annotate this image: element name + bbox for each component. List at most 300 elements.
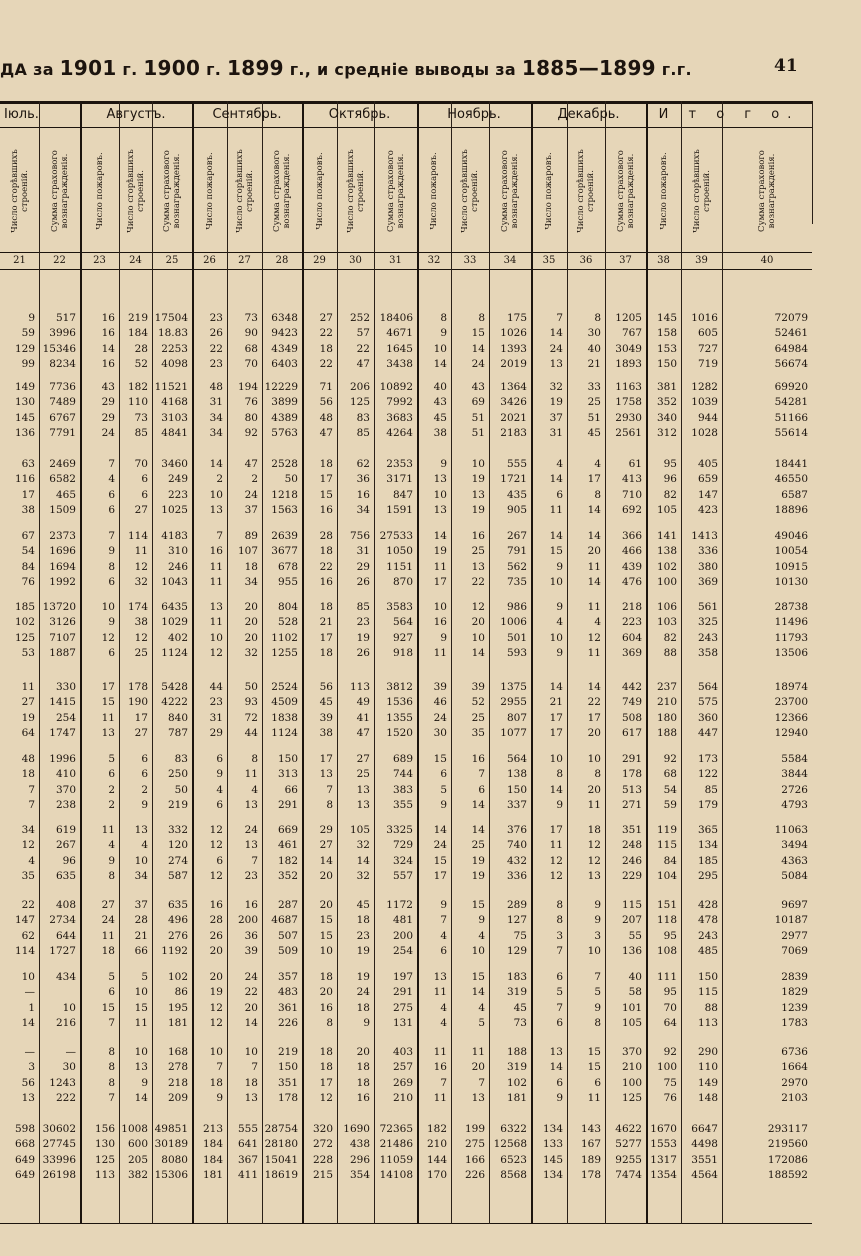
table-cell: 4 [440,1017,447,1030]
table-cell: 70 [134,458,148,470]
table-cell: 12 [209,824,223,836]
table-cell: 18 [101,945,115,958]
table-cell: 10 [587,753,601,765]
table-cell: 8 [594,1017,601,1030]
table-cell: 15 [101,696,115,709]
table-cell: 11 [433,1092,447,1105]
table-cell: 6 [108,504,115,517]
table-cell: 114 [127,530,148,542]
table-cell: 8 [594,312,601,324]
table-cell: 125 [349,396,370,409]
table-cell: 337 [506,799,527,812]
table-cell: 11 [21,681,35,693]
table-cell: 2561 [615,427,642,440]
table-cell: 20 [587,783,601,796]
table-cell: 40 [587,342,601,355]
table-cell: 290 [697,1046,718,1058]
table-cell: 274 [167,854,188,867]
table-cell: 6 [141,753,148,765]
table-cell: 5763 [271,427,298,440]
table-cell: 16 [244,899,258,911]
table-cell: 102 [656,560,677,573]
table-cell: 1509 [49,504,76,517]
table-cell: 481 [392,914,413,927]
table-cell: 6 [108,488,115,501]
table-row [0,411,861,426]
table-cell: 8 [556,768,563,781]
table-row [0,503,861,518]
table-cell: 48 [21,753,35,765]
table-row [0,898,861,913]
table-cell: 115 [656,839,677,852]
table-cell: 24 [101,914,115,927]
table-cell: 246 [167,560,188,573]
table-cell: 272 [312,1138,333,1151]
table-cell: 32 [356,870,370,883]
column-number: 24 [129,255,142,266]
table-cell: 181 [202,1169,223,1182]
column-heading-30 [337,134,374,248]
table-cell: 1758 [615,396,642,409]
column-heading-28 [262,134,302,248]
table-cell: 34 [209,427,223,440]
table-cell: 678 [277,560,298,573]
table-cell: 366 [621,530,642,542]
table-cell: 275 [392,1001,413,1014]
table-cell: 248 [621,839,642,852]
table-cell: 4 [28,854,35,867]
table-cell: 1536 [386,696,413,709]
table-cell: 84 [663,854,677,867]
table-cell: 141 [656,530,677,542]
table-cell: 320 [312,1123,333,1135]
table-row [0,426,861,441]
table-cell: 101 [621,1001,642,1014]
table-cell: 2183 [500,427,527,440]
table-row [0,600,861,615]
table-cell: 15 [587,1046,601,1058]
table-cell: 24 [433,839,447,852]
table-cell: 324 [392,854,413,867]
table-cell: 11 [209,576,223,589]
table-cell: 564 [697,681,718,693]
table-cell: 118 [656,914,677,927]
table-cell: 19 [471,504,485,517]
table-cell: 82 [663,488,677,501]
table-cell: 26 [209,327,223,340]
table-cell: 16 [356,1092,370,1105]
table-cell: 12568 [493,1138,527,1151]
table-cell: 332 [167,824,188,836]
table-cell: 10 [433,601,447,613]
table-row [0,985,861,1000]
table-cell: 15306 [154,1169,188,1182]
table-cell: 70 [244,358,258,371]
table-cell: 22 [319,358,333,371]
table-cell: 17 [319,473,333,486]
table-cell: 517 [55,312,76,324]
column-number: 34 [503,255,517,266]
table-cell: 4168 [161,396,188,409]
table-cell: 3426 [500,396,527,409]
table-cell: 10 [209,1046,223,1058]
table-row [0,615,861,630]
table-cell: 3812 [386,681,413,693]
table-cell: 15346 [42,342,76,355]
table-row [0,1045,861,1060]
table-cell: 17 [433,576,447,589]
table-cell: 182 [426,1123,447,1135]
table-cell: 45 [433,411,447,424]
table-cell: 45 [319,696,333,709]
table-cell: 4 [440,929,447,942]
table-cell: 21 [549,696,563,709]
table-cell: 2639 [271,530,298,542]
table-cell: 13 [356,799,370,812]
table-cell: 13 [134,824,148,836]
table-cell: 13 [433,473,447,486]
table-cell: 9 [440,899,447,911]
table-cell: 254 [392,945,413,958]
table-cell: 10 [134,854,148,867]
table-cell: 18 [587,824,601,836]
table-cell: 10 [101,601,115,613]
table-cell: 51 [471,411,485,424]
table-cell: 6 [556,1017,563,1030]
table-cell: 13 [471,1092,485,1105]
table-cell: 145 [14,411,35,424]
table-cell: 49046 [774,530,808,542]
table-cell: 19 [471,473,485,486]
table-cell: 26198 [42,1169,76,1182]
table-cell: 24 [244,971,258,983]
table-cell: 12 [134,631,148,644]
table-cell: 807 [506,711,527,724]
table-cell: 11 [549,839,563,852]
table-cell: 669 [277,824,298,836]
table-cell: 5 [108,753,115,765]
table-cell: 178 [621,768,642,781]
table-cell: 13 [134,1061,148,1074]
table-cell: 4564 [691,1169,718,1182]
table-cell: 104 [656,870,677,883]
column-heading-text: Число пожаровъ. [314,152,325,230]
table-cell: 9 [28,312,35,324]
table-cell: 17 [101,681,115,693]
column-heading-21 [0,134,39,248]
table-cell: 6 [108,576,115,589]
table-cell: 16 [356,488,370,501]
table-rule [0,1223,812,1224]
table-cell: 6 [216,854,223,867]
table-cell: 3494 [781,839,808,852]
table-cell: 13506 [774,647,808,660]
table-row [0,1076,861,1091]
table-cell: 63 [21,458,35,470]
table-cell: 6 [141,473,148,486]
table-cell: 15 [433,854,447,867]
table-cell: 9 [216,768,223,781]
table-cell: 105 [621,1017,642,1030]
table-cell: 4793 [781,799,808,812]
table-cell: 68 [244,342,258,355]
table-cell: 336 [697,545,718,558]
table-cell: 649 [14,1153,35,1166]
column-number: 40 [760,255,774,266]
table-cell: 15 [101,1001,115,1014]
table-cell: 119 [656,824,677,836]
column-heading-text: Число сгорѣвшихъ строеній. [460,149,480,233]
table-cell: 1124 [161,647,188,660]
table-cell: 39 [471,681,485,693]
table-cell: 45 [356,899,370,911]
table-cell: 83 [174,753,188,765]
table-cell: 7 [478,1076,485,1089]
table-row [0,869,861,884]
table-cell: 4264 [386,427,413,440]
table-cell: 593 [506,647,527,660]
table-cell: 22 [356,342,370,355]
table-cell: 8080 [161,1153,188,1166]
table-cell: 7 [556,1001,563,1014]
table-cell: 14 [587,576,601,589]
table-cell: 16 [101,327,115,340]
table-cell: 19 [21,711,35,724]
table-cell: 96 [663,473,677,486]
table-cell: 352 [277,870,298,883]
table-cell: 130 [14,396,35,409]
table-cell: 56 [319,681,333,693]
table-cell: 210 [392,1092,413,1105]
table-cell: 194 [237,381,258,393]
table-cell: 6767 [49,411,76,424]
table-cell: 4 [478,929,485,942]
table-cell: 4 [216,783,223,796]
table-cell: 23 [209,696,223,709]
table-cell: 10892 [379,381,413,393]
column-heading-36 [567,134,605,248]
table-cell: 1694 [49,560,76,573]
column-heading-text: Число пожаровъ. [658,152,669,230]
table-cell: 47 [356,727,370,740]
table-row [0,311,861,326]
table-cell: 36 [356,473,370,486]
table-cell: 28 [134,914,148,927]
table-cell: 148 [697,1092,718,1105]
table-cell: 75 [513,929,527,942]
table-cell: 175 [506,312,527,324]
table-cell: 145 [656,312,677,324]
column-heading-34 [489,134,531,248]
table-cell: 19 [356,945,370,958]
table-cell: 64 [663,1017,677,1030]
table-cell: 181 [167,1017,188,1030]
table-cell: 184 [202,1138,223,1151]
table-cell: 381 [656,381,677,393]
table-cell: 44 [209,681,223,693]
table-cell: 200 [237,914,258,927]
table-cell: 289 [506,899,527,911]
column-heading-text: Число пожаровъ. [429,152,439,230]
table-cell: 8234 [49,358,76,371]
table-cell: 11 [433,1046,447,1058]
table-cell: 179 [697,799,718,812]
table-cell: 11 [433,986,447,999]
table-cell: 267 [55,839,76,852]
table-cell: 223 [167,488,188,501]
table-cell: 228 [312,1153,333,1166]
table-cell: 11 [587,1092,601,1105]
table-cell: 17 [587,711,601,724]
table-cell: 7 [556,312,563,324]
table-cell: 295 [697,870,718,883]
table-cell: 4 [251,783,258,796]
table-cell: 47 [319,427,333,440]
table-cell: 64 [21,727,35,740]
table-cell: 325 [697,616,718,629]
column-heading-text: Число пожаровъ. [94,152,105,230]
table-cell: 351 [277,1076,298,1089]
table-cell: 9697 [781,899,808,911]
table-cell: 11793 [774,631,808,644]
table-cell: 16 [209,899,223,911]
table-cell: 10 [471,458,485,470]
table-cell: 37 [134,899,148,911]
header-year-1899: 1899 [227,56,284,80]
table-cell: 840 [167,711,188,724]
table-cell: 7 [108,458,115,470]
table-cell: 46 [433,696,447,709]
table-cell: 351 [621,824,642,836]
table-cell: 75 [663,1076,677,1089]
month-august: Августъ. [106,107,166,122]
table-cell: 20 [244,601,258,613]
table-cell: 27 [356,753,370,765]
table-cell: 127 [506,914,527,927]
table-cell: 11 [134,545,148,558]
table-cell: 147 [14,914,35,927]
table-cell: 195 [167,1001,188,1014]
table-cell: 24 [356,986,370,999]
table-row [0,783,861,798]
table-cell: 1992 [49,576,76,589]
table-cell: 134 [542,1123,563,1135]
table-cell: 278 [167,1061,188,1074]
table-cell: 76 [21,576,35,589]
table-cell: 5 [594,986,601,999]
column-heading-text: Сумма страхового вознагражденія. [757,150,777,232]
table-cell: 100 [621,1076,642,1089]
table-cell: 23 [356,929,370,942]
table-cell: 6 [216,799,223,812]
table-cell: 7791 [49,427,76,440]
table-cell: 14 [471,986,485,999]
table-cell: 39 [433,681,447,693]
table-cell: 69920 [774,381,808,393]
table-cell: 740 [506,839,527,852]
table-cell: 4 [108,473,115,486]
table-cell: 45 [587,427,601,440]
table-cell: 340 [656,411,677,424]
table-cell: 50 [174,783,188,796]
table-cell: 18 [319,1061,333,1074]
table-cell: 56674 [774,358,808,371]
table-cell: 8 [108,1076,115,1089]
table-cell: 1077 [500,727,527,740]
table-cell: 6348 [271,312,298,324]
table-cell: 150 [277,753,298,765]
table-cell: 38 [134,616,148,629]
table-cell: 485 [697,945,718,958]
month-october: Октябрь. [328,107,391,122]
table-cell: 85 [134,427,148,440]
table-cell: 110 [127,396,148,409]
table-cell: 1893 [615,358,642,371]
table-cell: 24 [244,824,258,836]
table-cell: 43 [433,396,447,409]
table-cell: 54281 [774,396,808,409]
table-cell: 5277 [615,1138,642,1151]
table-cell: 4 [594,616,601,629]
table-cell: 30 [433,727,447,740]
table-cell: 17 [549,824,563,836]
table-row [0,560,861,575]
table-cell: 5584 [781,753,808,765]
table-cell: 3103 [161,411,188,424]
table-cell: 51 [471,427,485,440]
table-cell: 15 [471,899,485,911]
table-cell: 513 [621,783,642,796]
table-cell: 1393 [500,342,527,355]
table-cell: 22 [319,560,333,573]
table-cell: 2970 [781,1076,808,1089]
table-cell: 561 [697,601,718,613]
table-cell: 692 [621,504,642,517]
table-cell: 3325 [386,824,413,836]
table-cell: 352 [656,396,677,409]
table-cell: 668 [14,1138,35,1151]
table-cell: 1645 [386,342,413,355]
table-cell: 4687 [271,914,298,927]
table-cell: 99 [21,358,35,371]
table-cell: 71 [319,381,333,393]
column-number: 36 [579,255,593,266]
table-cell: 5 [108,971,115,983]
table-cell: 102 [506,1076,527,1089]
table-row [0,1001,861,1016]
table-cell: 43 [101,381,115,393]
table-cell: 61 [628,458,642,470]
table-cell: 11063 [774,824,808,836]
table-cell: 6 [440,945,447,958]
table-cell: 14 [471,799,485,812]
table-cell: 18 [244,1076,258,1089]
table-cell: 7 [108,1092,115,1105]
table-cell: 2930 [615,411,642,424]
table-cell: 10 [209,631,223,644]
table-cell: 54 [663,783,677,796]
table-cell: 14 [587,530,601,542]
column-heading-text: Число сгорѣвшихъ строеній. [234,149,255,233]
table-row [0,380,861,395]
table-cell: 11 [587,601,601,613]
table-cell: 1664 [781,1061,808,1074]
table-cell: 336 [506,870,527,883]
table-cell: 10 [134,1046,148,1058]
table-cell: 213 [202,1123,223,1135]
table-cell: 6322 [500,1123,527,1135]
table-cell: 1553 [650,1138,677,1151]
